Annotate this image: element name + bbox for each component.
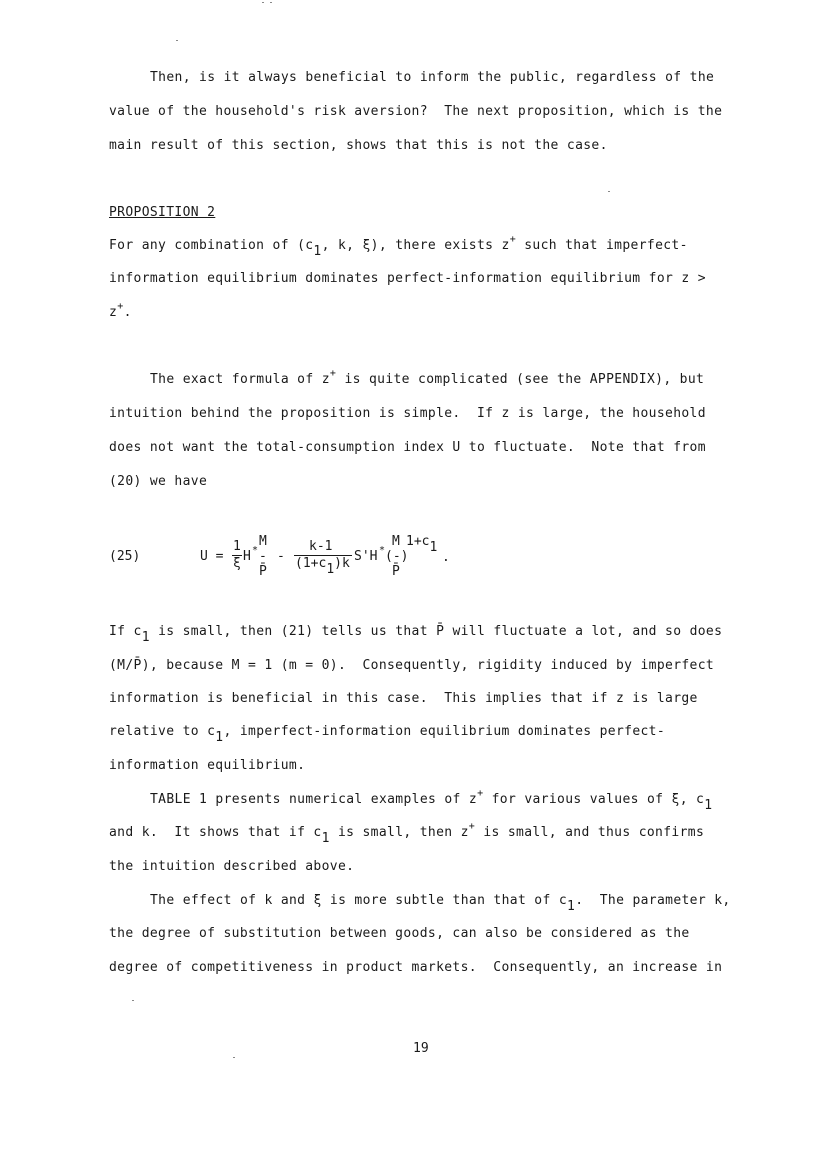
equation-superscript: *: [379, 545, 386, 556]
text-line: information is beneficial in this case. This implies that if z is large: [109, 691, 698, 706]
equation-lhs: U =: [200, 549, 224, 564]
scan-speck: [132, 1000, 134, 1001]
text-line: For any combination of ($c_1$, k, ξ), there exists z+ such that imperfect-: [109, 234, 688, 259]
fraction-denominator: $(1+c_1)k$: [295, 556, 350, 577]
scan-speck: [608, 191, 610, 192]
equation-term: (-): [385, 549, 409, 564]
text-line: does not want the total-consumption index U to fluctuate. Note that from: [109, 440, 706, 455]
text-line: and k. It shows that if $c_1$ is small, then z+ is small, and thus confirms: [109, 821, 705, 846]
scan-speck: [262, 2, 264, 3]
equation-term: S'H: [354, 549, 378, 564]
text-line: the intuition described above.: [109, 859, 355, 874]
page-number: 19: [413, 1041, 429, 1056]
text-line: z+.: [109, 301, 132, 320]
text-line: Then, is it always beneficial to inform the public, regardless of the: [150, 70, 715, 85]
text-line: degree of competitiveness in product markets. Consequently, an increase in: [109, 960, 723, 975]
equation-exponent: $1+c_1$: [406, 534, 438, 555]
equation-superscript: M: [259, 534, 267, 549]
proposition-heading: PROPOSITION 2: [109, 205, 216, 220]
scan-speck: [270, 2, 272, 3]
text-line: value of the household's risk aversion? The next proposition, which is the: [109, 104, 723, 119]
fraction-numerator: 1: [233, 539, 241, 554]
text-line: TABLE 1 presents numerical examples of z+ for various values of ξ, $c_1$: [150, 788, 713, 813]
text-line: The effect of k and ξ is more subtle than that of $c_1$. The parameter k,: [150, 893, 731, 914]
scan-speck: [233, 1057, 235, 1058]
equation-period: .: [442, 550, 450, 565]
text-line: The exact formula of z+ is quite complicated (see the APPENDIX), but: [150, 368, 705, 387]
equation-term: -: [259, 549, 267, 564]
fraction-numerator: k-1: [309, 539, 333, 554]
text-line: intuition behind the proposition is simple. If z is large, the household: [109, 406, 706, 421]
equation-superscript: M: [392, 534, 400, 549]
text-line: the degree of substitution between goods, can also be considered as the: [109, 926, 690, 941]
equation-superscript: *: [252, 545, 259, 556]
equation-operator: -: [277, 549, 285, 564]
fraction-denominator: ξ: [233, 556, 241, 571]
text-line: If $c_1$ is small, then (21) tells us that P̄ will fluctuate a lot, and so does: [109, 624, 723, 645]
text-line: information equilibrium dominates perfect-information equilibrium for z >: [109, 271, 706, 286]
text-line: (M/P̄), because M = 1 (m = 0). Consequently, rigidity induced by imperfect: [109, 658, 715, 673]
equation-term: P̄: [259, 564, 267, 579]
text-line: relative to $c_1$, imperfect-information equilibrium dominates perfect-: [109, 724, 666, 745]
text-line: (20) we have: [109, 474, 208, 489]
text-line: main result of this section, shows that this is not the case.: [109, 138, 608, 153]
text-line: information equilibrium.: [109, 758, 306, 773]
equation-term: H: [243, 549, 251, 564]
scan-speck: [176, 40, 178, 41]
equation-term: P̄: [392, 564, 400, 579]
equation-number: (25): [109, 549, 141, 564]
